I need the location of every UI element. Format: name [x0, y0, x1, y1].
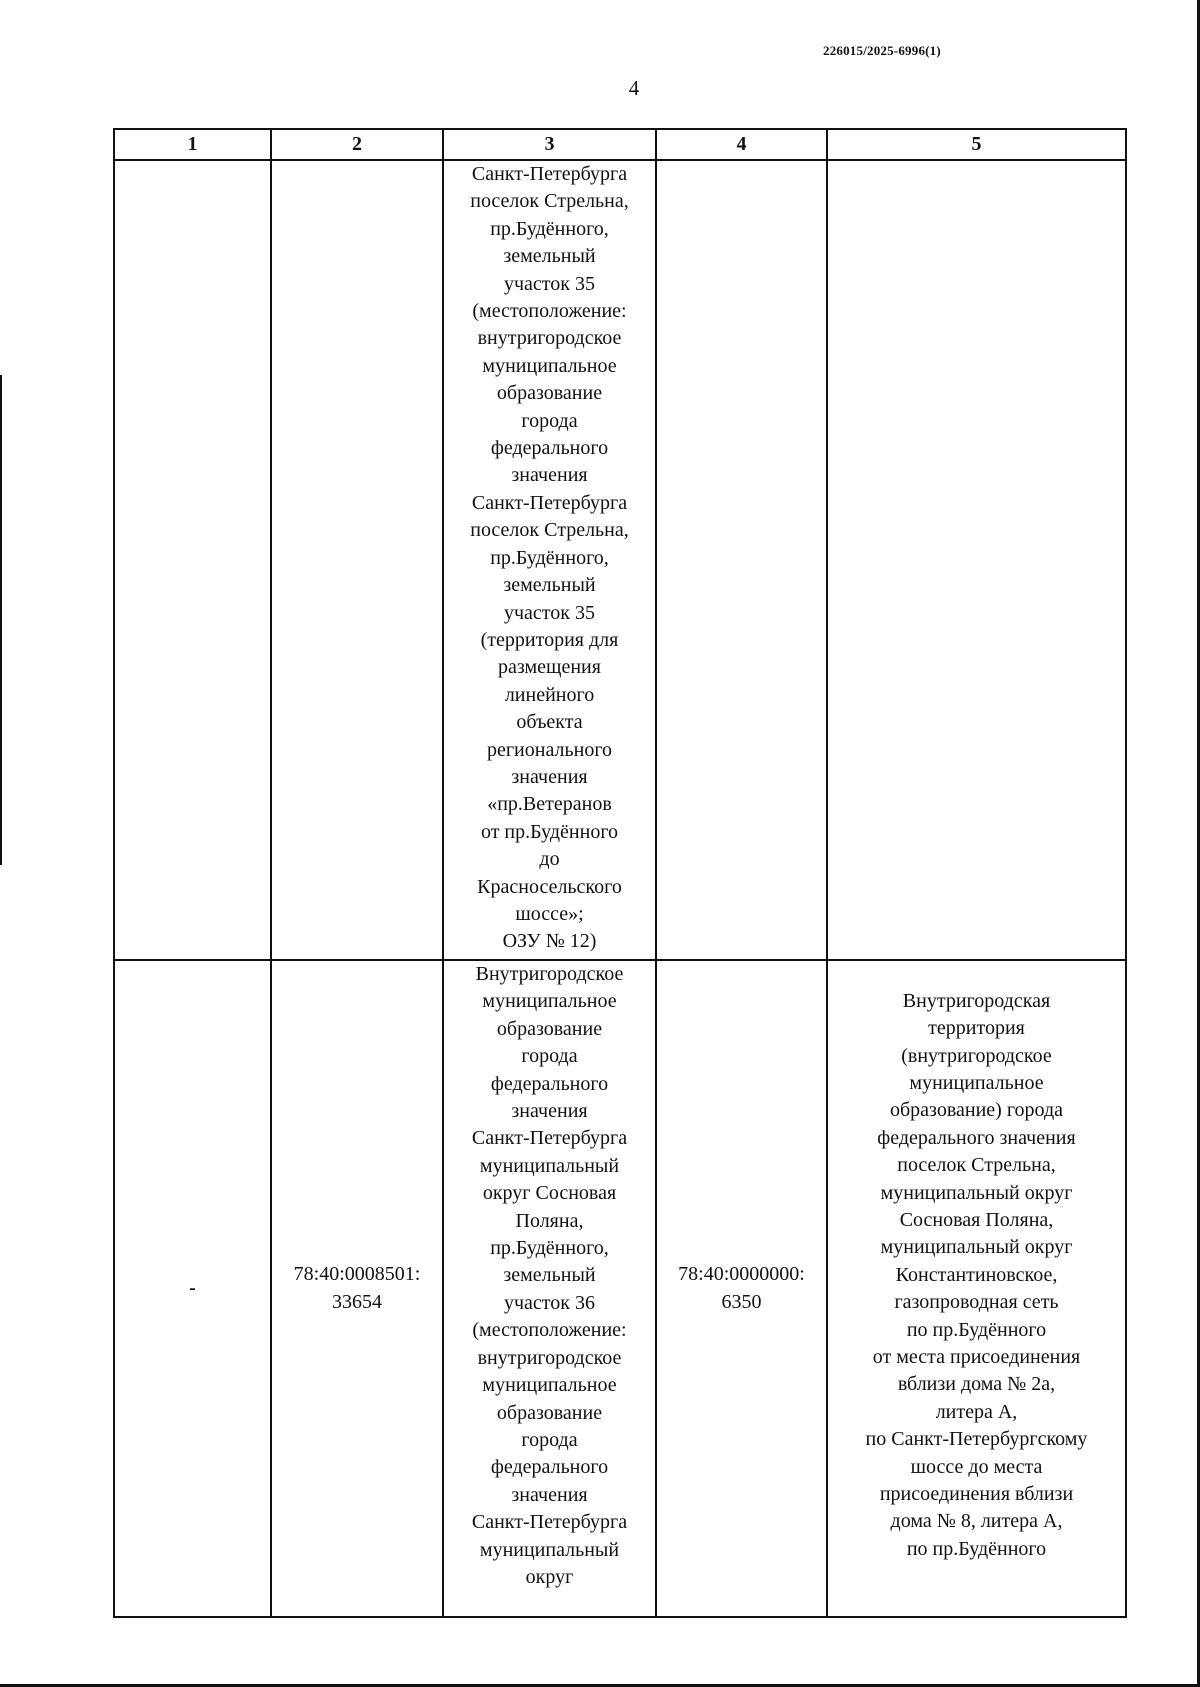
column-header-4: 4 [656, 129, 827, 160]
row2-col1: - [114, 960, 271, 1617]
data-table [113, 128, 1127, 1618]
row1-col1 [114, 160, 271, 960]
table-header-row [114, 129, 1126, 160]
row2-col3-address: Внутригородское муниципальное образование города федерального значения Санкт-Петербурга муниципальный округ Сосновая Поляна, пр.Будённого, земельный участок 36 (местоположение: внутригородское муниципальное образование города федерального значения Санкт-Петербурга муниципальный округ [443, 960, 656, 1617]
scan-edge-left [0, 375, 2, 865]
row1-col5 [827, 160, 1126, 960]
table-row [114, 960, 1126, 1617]
row2-col2-cadastral-number: 78:40:0008501: 33654 [271, 960, 443, 1617]
column-header-3: 3 [443, 129, 656, 160]
column-header-2: 2 [271, 129, 443, 160]
page-number: 4 [628, 76, 640, 100]
row2-col5-description: Внутригородская территория (внутригородское муниципальное образование) города федерального значения поселок Стрельна, муниципальный округ Сосновая Поляна, муниципальный округ Константиновское, газопроводная сеть по пр.Будённого от места присоединения вблизи дома № 2а, литера А, по Санкт-Петербургскому шоссе до места присоединения вблизи дома № 8, литера А, по пр.Будённого [827, 960, 1126, 1617]
row1-col4 [656, 160, 827, 960]
table-row [114, 160, 1126, 960]
row1-col3-address: Санкт-Петербурга поселок Стрельна, пр.Будённого, земельный участок 35 (местоположение: внутригородское муниципальное образование города федерального значения Санкт-Петербурга поселок Стрельна, пр.Будённого, земельный участок 35 (территория для размещения линейного объекта регионального значения «пр.Ветеранов от пр.Будённого до Красносельского шоссе»; ОЗУ № 12) [443, 160, 656, 960]
column-header-1: 1 [114, 129, 271, 160]
row2-col4-cadastral-number: 78:40:0000000: 6350 [656, 960, 827, 1617]
column-header-5: 5 [827, 129, 1126, 160]
document-number: 226015/2025-6996(1) [823, 43, 941, 58]
row1-col2 [271, 160, 443, 960]
